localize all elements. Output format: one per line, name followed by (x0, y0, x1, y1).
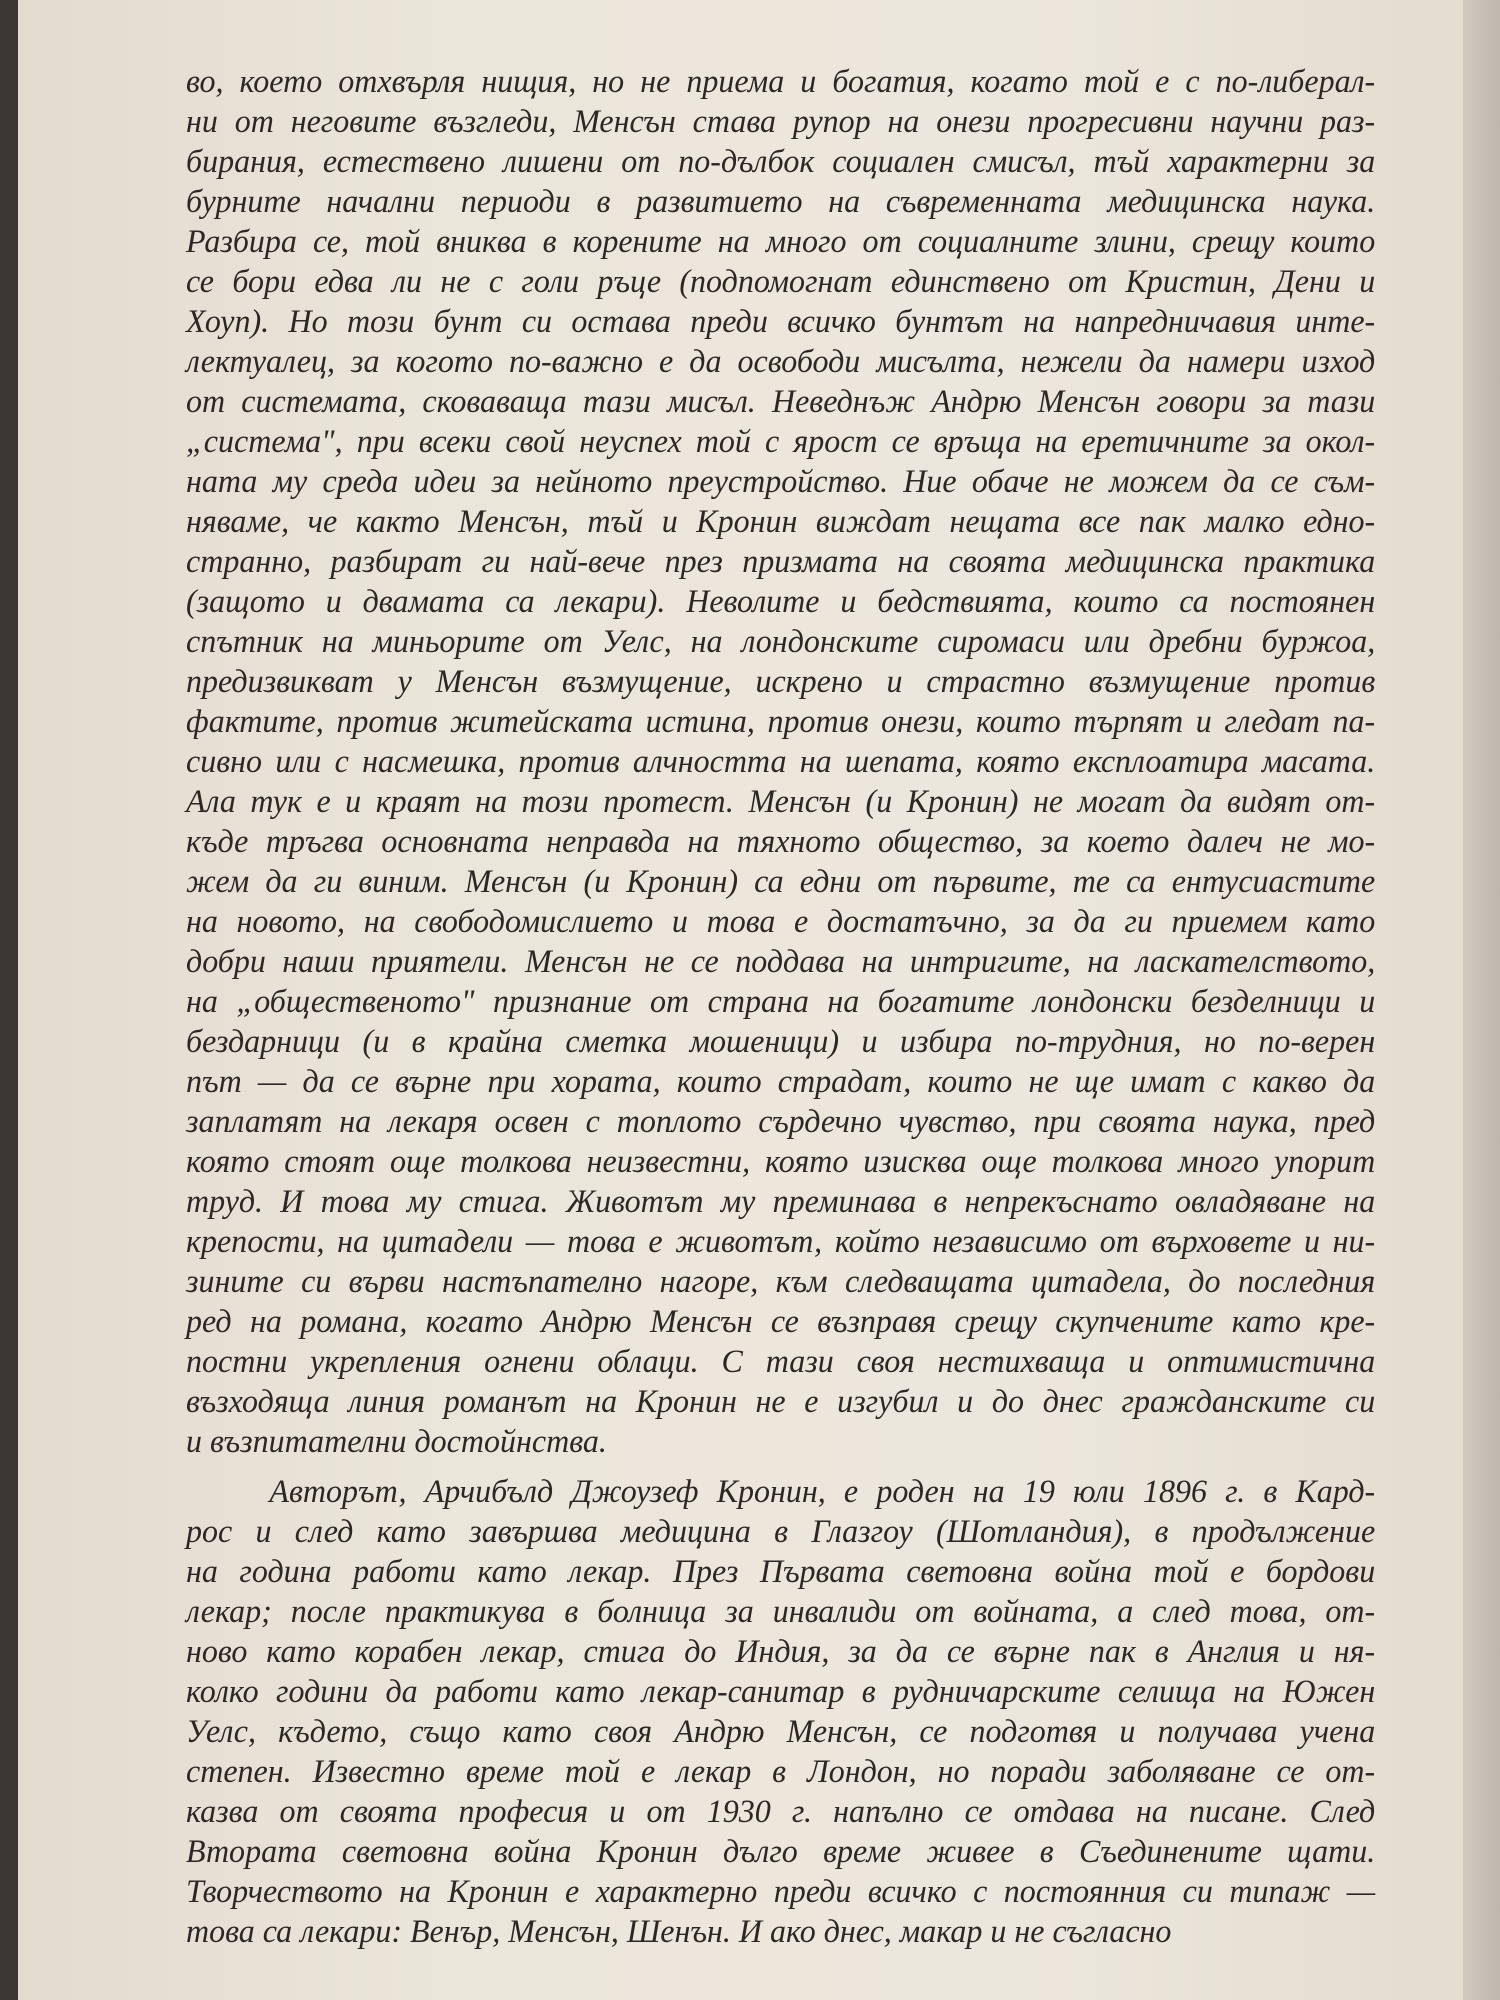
text-line: колко години да работи като лекар-санитар в рудничарските селища на Южен (186, 1674, 1376, 1710)
text-line: която стоят още толкова неизвестни, която изисква още толкова много упорит (186, 1144, 1376, 1180)
text-line: предизвикват у Менсън възмущение, искрено и страстно възмущение против (186, 664, 1376, 700)
text-line: крепости, на цитадели — това е животът, който независимо от върховете и ни- (186, 1224, 1376, 1260)
text-line: (защото и двамата са лекари). Неволите и бедствията, които са постоянен (186, 584, 1376, 620)
text-line: „система", при всеки свой неуспех той с ярост се връща на еретичните за окол- (186, 424, 1376, 460)
text-line: Разбира се, той вниква в корените на много от социалните злини, срещу които (186, 224, 1376, 260)
text-line: во, което отхвърля нищия, но не приема и богатия, когато той е с по-либерал- (186, 64, 1376, 100)
text-line: труд. И това му стига. Животът му преминава в непрекъснато овладяване на (186, 1184, 1376, 1220)
text-line: странно, разбират ги най-вече през призмата на своята медицинска практика (186, 544, 1376, 580)
text-line: бирания, естествено лишени от по-дълбок социален смисъл, тъй характерни за (186, 144, 1376, 180)
text-line: спътник на миньорите от Уелс, на лондонските сиромаси или дребни буржоа, (186, 624, 1376, 660)
paragraph (186, 62, 1412, 1462)
paragraph-gap (186, 1462, 1412, 1472)
text-line: бездарници (и в крайна сметка мошеници) и избира по-трудния, но по-верен (186, 1024, 1376, 1060)
text-line: възходяща линия романът на Кронин не е изгубил и до днес гражданските си (186, 1384, 1376, 1420)
text-line: се бори едва ли не с голи ръце (подпомогнат единствено от Кристин, Дени и (186, 264, 1376, 300)
text-line: ред на романа, когато Андрю Менсън се възправя срещу скупчените като кре- (186, 1304, 1376, 1340)
text-line: Авторът, Арчибълд Джоузеф Кронин, е роден на 19 юли 1896 г. в Кард- (269, 1474, 1376, 1510)
text-line: сивно или с насмешка, против алчността на шепата, която експлоатира масата. (186, 744, 1376, 780)
text-line: фактите, против житейската истина, против онези, които търпят и гледат па- (186, 704, 1376, 740)
text-line: няваме, че както Менсън, тъй и Кронин виждат нещата все пак малко едно- (186, 504, 1376, 540)
text-line: къде тръгва основната неправда на тяхното общество, за което далеч не мо- (186, 824, 1376, 860)
text-line: добри наши приятели. Менсън не се поддава на интригите, на ласкателството, (186, 944, 1376, 980)
text-line: от системата, сковаваща тази мисъл. Неведнъж Андрю Менсън говори за тази (186, 384, 1376, 420)
text-line: лекар; после практикува в болница за инвалиди от войната, а след това, от- (186, 1594, 1376, 1630)
text-line: зините си върви настъпателно нагоре, към следващата цитадела, до последния (186, 1264, 1376, 1300)
text-line: ново като корабен лекар, стига до Индия, за да се върне пак в Англия и ня- (186, 1634, 1376, 1670)
page-text (186, 62, 1412, 1952)
text-line: на „общественото" признание от страна на богатите лондонски безделници и (186, 984, 1376, 1020)
text-line: лектуалец, за когото по-важно е да освободи мисълта, нежели да намери изход (186, 344, 1376, 380)
text-line: Хоуп). Но този бунт си остава преди всичко бунтът на напредничавия инте- (186, 304, 1376, 340)
text-line: на година работи като лекар. През Първата световна война той е бордови (186, 1554, 1376, 1590)
page-edge (1463, 0, 1500, 2000)
text-line: Уелс, където, също като своя Андрю Менсън, се подготвя и получава учена (186, 1714, 1376, 1750)
text-line: на новото, на свободомислието и това е достатъчно, за да ги приемем като (186, 904, 1376, 940)
text-line: постни укрепления огнени облаци. С тази своя нестихваща и оптимистична (186, 1344, 1376, 1380)
text-line: път — да се върне при хората, които страдат, които не ще имат с какво да (186, 1064, 1376, 1100)
text-line: казва от своята професия и от 1930 г. напълно се отдава на писане. След (186, 1794, 1376, 1830)
text-line: и възпитателни достойнства. (186, 1424, 607, 1460)
text-line: Втората световна война Кронин дълго време живее в Съединените щати. (186, 1834, 1376, 1870)
text-line: степен. Известно време той е лекар в Лондон, но поради заболяване се от- (186, 1754, 1376, 1790)
text-line: рос и след като завършва медицина в Глазгоу (Шотландия), в продължение (186, 1514, 1376, 1550)
text-line: това са лекари: Венър, Менсън, Шенън. И ако днес, макар и не съгласно (186, 1914, 1172, 1950)
text-line: ни от неговите възгледи, Менсън става рупор на онези прогресивни научни раз- (186, 104, 1376, 140)
paragraph (186, 1472, 1412, 1952)
text-line: заплатят на лекаря освен с топлото сърдечно чувство, при своята наука, пред (186, 1104, 1376, 1140)
text-line: Творчеството на Кронин е характерно преди всичко с постоянния си типаж — (186, 1874, 1376, 1910)
text-line: жем да ги виним. Менсън (и Кронин) са едни от първите, те са ентусиастите (186, 864, 1376, 900)
text-line: ната му среда идеи за нейното преустройство. Ние обаче не можем да се съм- (186, 464, 1376, 500)
text-line: Ала тук е и краят на този протест. Менсън (и Кронин) не могат да видят от- (186, 784, 1376, 820)
book-page (18, 0, 1463, 2000)
text-line: бурните начални периоди в развитието на съвременната медицинска наука. (186, 184, 1376, 220)
